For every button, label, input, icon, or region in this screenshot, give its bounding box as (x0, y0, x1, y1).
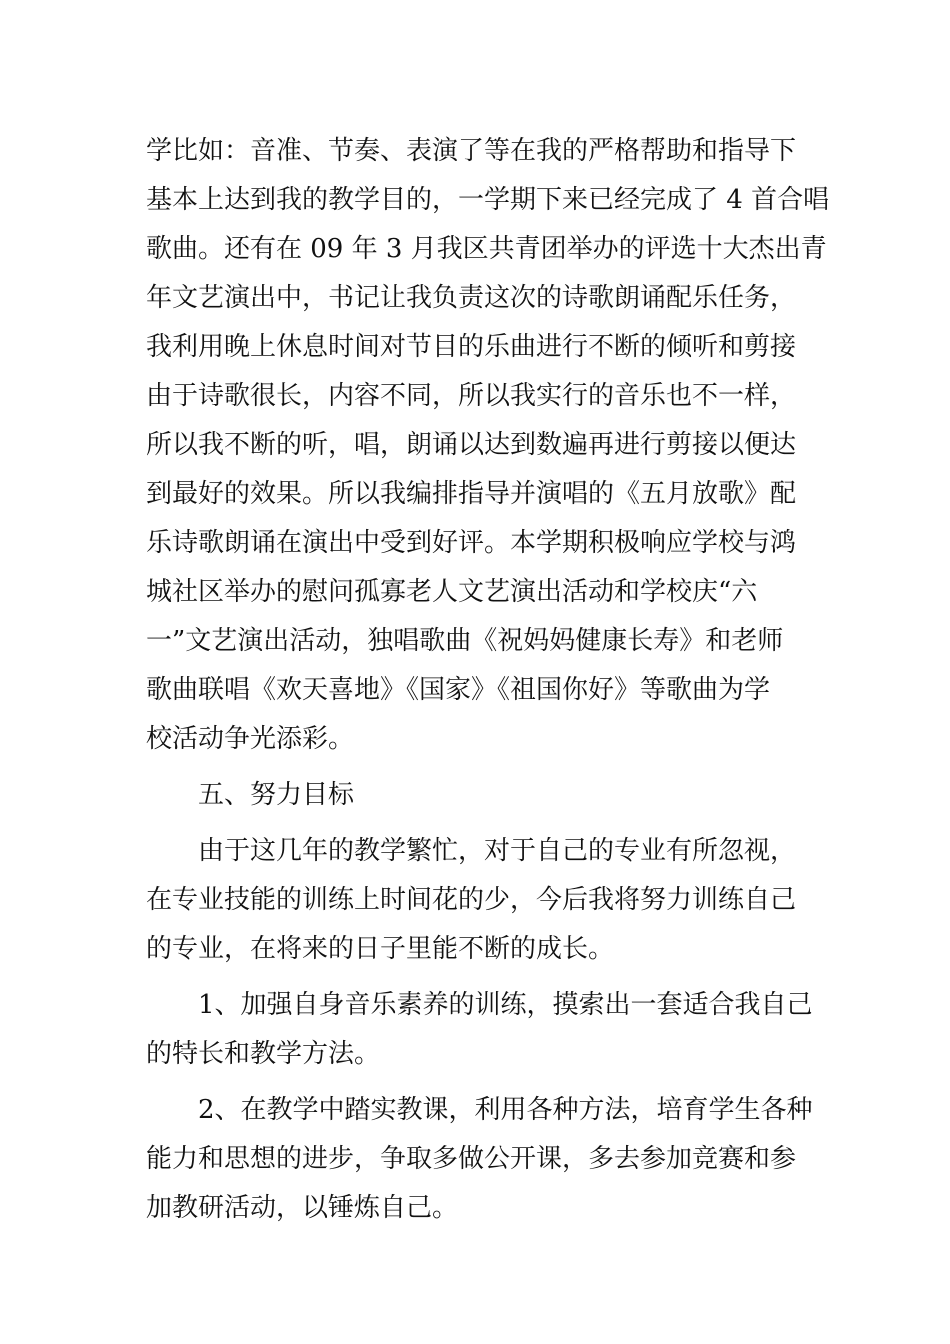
document-body (146, 127, 830, 1233)
text-line: 学比如：音准、节奏、表演了等在我的严格帮助和指导下 (146, 136, 797, 166)
paragraph-gap (146, 974, 810, 981)
text-line: 2、在教学中踏实教课，利用各种方法，培育学生各种 (198, 1095, 813, 1125)
paragraph-goals-intro (146, 827, 810, 974)
text-line: 我利用晚上休息时间对节目的乐曲进行不断的倾听和剪接 (146, 332, 797, 362)
text-line: 年文艺演出中，书记让我负责这次的诗歌朗诵配乐任务， (146, 283, 797, 313)
text-line: 歌曲联唱《欢天喜地》《国家》《祖国你好》等歌曲为学 (146, 675, 771, 705)
text-line: 到最好的效果。所以我编排指导并演唱的《五月放歌》配 (146, 479, 797, 509)
text-line: 由于诗歌很长，内容不同，所以我实行的音乐也不一样， (146, 381, 797, 411)
paragraph-gap (146, 764, 810, 771)
text-line: 城社区举办的慰问孤寡老人文艺演出活动和学校庆“六 (146, 577, 758, 607)
text-line: 的特长和教学方法。 (146, 1039, 381, 1069)
text-line: 歌曲。还有在 09 年 3 月我区共青团举办的评选十大杰出青 (146, 234, 827, 264)
text-line: 一”文艺演出活动，独唱歌曲《祝妈妈健康长寿》和老师 (146, 626, 784, 656)
paragraph-goal-1 (146, 981, 813, 1079)
text-line: 乐诗歌朗诵在演出中受到好评。本学期积极响应学校与鸿 (146, 528, 797, 558)
section-heading-goals (146, 771, 810, 820)
paragraph-goal-2 (146, 1086, 813, 1233)
paragraph-gap (146, 820, 810, 827)
text-line: 基本上达到我的教学目的，一学期下来已经完成了 4 首合唱 (146, 185, 830, 215)
text-line: 由于这几年的教学繁忙，对于自己的专业有所忽视， (198, 836, 797, 866)
paragraph-gap (146, 1079, 810, 1086)
paragraph-performance-summary (146, 127, 830, 764)
text-line: 加教研活动，以锤炼自己。 (146, 1193, 459, 1223)
text-line: 的专业，在将来的日子里能不断的成长。 (146, 934, 615, 964)
text-line: 在专业技能的训练上时间花的少，今后我将努力训练自己 (146, 885, 797, 915)
text-line: 1、加强自身音乐素养的训练，摸索出一套适合我自己 (198, 990, 813, 1020)
text-line: 校活动争光添彩。 (146, 724, 355, 754)
text-line: 所以我不断的听，唱，朗诵以达到数遍再进行剪接以便达 (146, 430, 797, 460)
heading-line: 五、努力目标 (198, 780, 355, 810)
text-line: 能力和思想的进步，争取多做公开课，多去参加竞赛和参 (146, 1144, 797, 1174)
